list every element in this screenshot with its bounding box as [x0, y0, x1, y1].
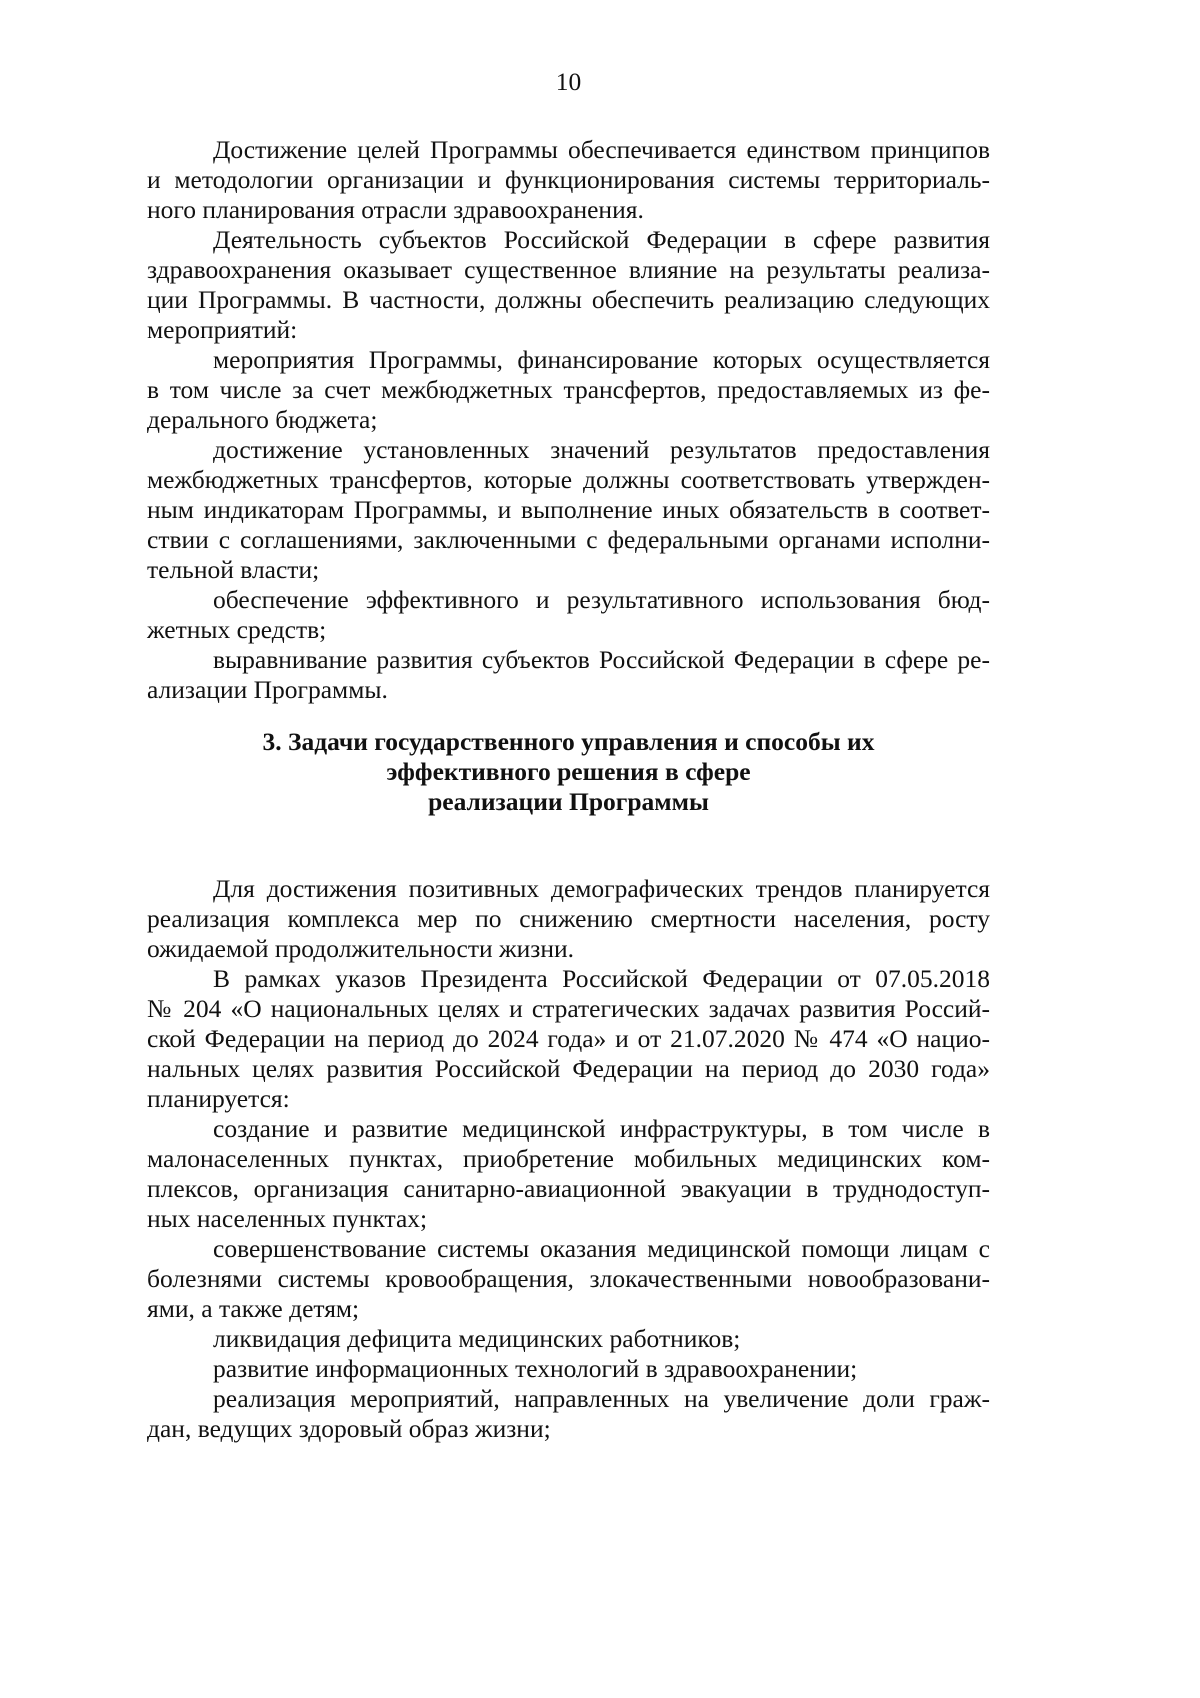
paragraph-line: ализации Программы.	[147, 675, 388, 704]
paragraph-line: дан, ведущих здоровый образ жизни;	[147, 1414, 551, 1443]
paragraph-line: ожидаемой продолжительности жизни.	[147, 934, 575, 963]
paragraph	[147, 225, 990, 345]
paragraph-line: мероприятия Программы, финансирование которых осуществляется	[213, 345, 990, 374]
paragraph	[147, 135, 990, 225]
paragraph-line: создание и развитие медицинской инфраструктуры, в том числе в	[213, 1114, 990, 1143]
paragraph-line: здравоохранения оказывает существенное влияние на результаты реализа-	[147, 255, 990, 284]
paragraph-line: Для достижения позитивных демографических трендов планируется	[213, 874, 990, 903]
paragraph-line: совершенствование системы оказания медицинской помощи лицам с	[213, 1234, 990, 1263]
section-heading	[147, 727, 990, 817]
paragraph	[147, 964, 990, 1114]
paragraph	[147, 1384, 990, 1444]
paragraph	[147, 874, 990, 964]
paragraph-line: ской Федерации на период до 2024 года» и от 21.07.2020 № 474 «О нацио-	[147, 1024, 990, 1053]
paragraph-line: болезнями системы кровообращения, злокачественными новообразовани-	[147, 1264, 990, 1293]
section-heading-line: эффективного решения в сфере	[386, 757, 751, 786]
paragraph-line: межбюджетных трансфертов, которые должны соответствовать утвержден-	[147, 465, 990, 494]
paragraph-line: жетных средств;	[147, 615, 327, 644]
paragraph-line: малонаселенных пунктах, приобретение мобильных медицинских ком-	[147, 1144, 990, 1173]
paragraph-line: ного планирования отрасли здравоохранения.	[147, 195, 644, 224]
paragraph-line: планируется:	[147, 1084, 290, 1113]
paragraph-line: плексов, организация санитарно-авиационной эвакуации в труднодоступ-	[147, 1174, 990, 1203]
paragraph	[147, 435, 990, 585]
paragraph-line: Деятельность субъектов Российской Федерации в сфере развития	[213, 225, 990, 254]
paragraph	[147, 345, 990, 435]
paragraph-line: № 204 «О национальных целях и стратегических задачах развития Россий-	[147, 994, 990, 1023]
paragraph-line: нальных целях развития Российской Федерации на период до 2030 года»	[147, 1054, 990, 1083]
paragraph-line: реализация комплекса мер по снижению смертности населения, росту	[147, 904, 990, 933]
paragraph-line: обеспечение эффективного и результативного использования бюд-	[213, 585, 990, 614]
paragraph	[147, 1114, 990, 1234]
paragraph-line: реализация мероприятий, направленных на увеличение доли граж-	[213, 1384, 990, 1413]
body-text-lower	[147, 874, 990, 1444]
paragraph-line: тельной власти;	[147, 555, 320, 584]
paragraph-line: ями, а также детям;	[147, 1294, 360, 1323]
section-heading-line: 3. Задачи государственного управления и способы их	[262, 727, 875, 756]
paragraph-line: Достижение целей Программы обеспечивается единством принципов	[213, 135, 990, 164]
paragraph	[147, 1234, 990, 1324]
page-number: 10	[555, 67, 582, 96]
paragraph-line: ствии с соглашениями, заключенными с федеральными органами исполни-	[147, 525, 990, 554]
paragraph-line: ных населенных пунктах;	[147, 1204, 428, 1233]
paragraph-line: ным индикаторам Программы, и выполнение иных обязательств в соответ-	[147, 495, 990, 524]
paragraph	[147, 585, 990, 645]
paragraph	[147, 645, 990, 705]
paragraph-line: в том числе за счет межбюджетных трансфертов, предоставляемых из фе-	[147, 375, 990, 404]
paragraph-line: ликвидация дефицита медицинских работников;	[213, 1324, 741, 1353]
paragraph-line: и методологии организации и функционирования системы территориаль-	[147, 165, 990, 194]
paragraph-line: В рамках указов Президента Российской Федерации от 07.05.2018	[213, 964, 990, 993]
body-text-upper	[147, 135, 990, 705]
paragraph-line: мероприятий:	[147, 315, 298, 344]
paragraph-line: выравнивание развития субъектов Российской Федерации в сфере ре-	[213, 645, 990, 674]
section-heading-line: реализации Программы	[428, 787, 709, 816]
paragraph	[147, 1324, 990, 1354]
paragraph-line: развитие информационных технологий в здравоохранении;	[213, 1354, 858, 1383]
paragraph	[147, 1354, 990, 1384]
paragraph-line: ции Программы. В частности, должны обеспечить реализацию следующих	[147, 285, 990, 314]
paragraph-line: достижение установленных значений результатов предоставления	[213, 435, 990, 464]
paragraph-line: дерального бюджета;	[147, 405, 378, 434]
